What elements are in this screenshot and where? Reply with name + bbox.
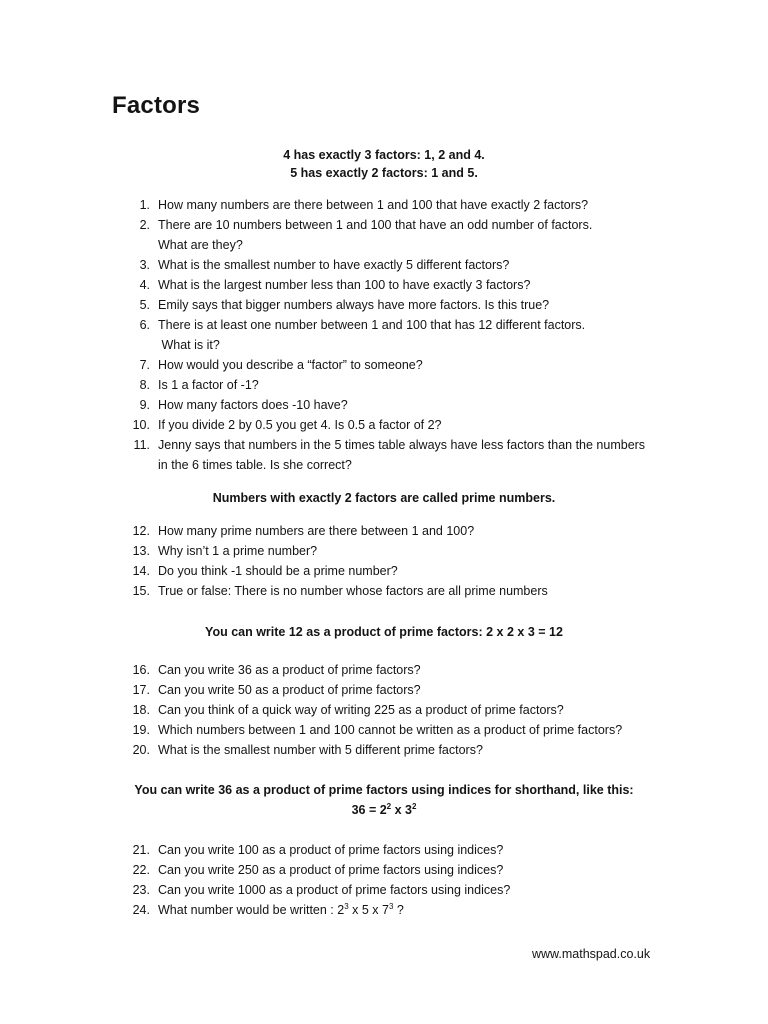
equation-base-2: 36 = 2 bbox=[351, 803, 387, 817]
question-item bbox=[0, 581, 768, 601]
q24-exponent-2: 3 bbox=[388, 901, 394, 911]
question-number: 8. bbox=[139, 378, 150, 392]
question-number: 2. bbox=[139, 218, 150, 232]
footer-website: www.mathspad.co.uk bbox=[532, 947, 651, 961]
question-text: What is the smallest number to have exactly 5 different factors? bbox=[158, 258, 510, 272]
question-number: 6. bbox=[139, 318, 150, 332]
question-number: 5. bbox=[139, 298, 150, 312]
question-number: 4. bbox=[139, 278, 150, 292]
question-text: Can you write 100 as a product of prime factors using indices? bbox=[158, 843, 504, 857]
question-text: True or false: There is no number whose factors are all prime numbers bbox=[158, 584, 548, 598]
question-text: If you divide 2 by 0.5 you get 4. Is 0.5 a factor of 2? bbox=[158, 418, 442, 432]
question-number: 20. bbox=[132, 743, 150, 757]
intro-line-2: 5 has exactly 2 factors: 1 and 5. bbox=[290, 166, 478, 180]
q24-exponent-1: 3 bbox=[344, 901, 349, 911]
question-number: 11. bbox=[133, 438, 150, 452]
question-number: 17. bbox=[132, 683, 150, 697]
question-text: Jenny says that numbers in the 5 times table always have less factors than the numbers bbox=[158, 438, 646, 452]
question-number: 18. bbox=[132, 703, 150, 717]
question-text: Do you think -1 should be a prime number? bbox=[158, 564, 398, 578]
question-number: 1. bbox=[139, 198, 150, 212]
question-item bbox=[0, 840, 768, 860]
section-heading-prime: Numbers with exactly 2 factors are called prime numbers. bbox=[212, 491, 556, 505]
q24-suffix: ? bbox=[393, 903, 404, 917]
question-list-1 bbox=[0, 195, 768, 475]
question-item bbox=[0, 375, 768, 395]
question-number: 3. bbox=[139, 258, 150, 272]
question-text: What is the smallest number with 5 different prime factors? bbox=[158, 743, 483, 757]
question-number: 12. bbox=[132, 524, 150, 538]
question-text: There is at least one number between 1 and 100 that has 12 different factors. bbox=[158, 318, 586, 332]
question-text: What is the largest number less than 100 to have exactly 3 factors? bbox=[158, 278, 531, 292]
question-text: Can you think of a quick way of writing 225 as a product of prime factors? bbox=[158, 703, 564, 717]
question-number: 9. bbox=[139, 398, 150, 412]
question-item bbox=[0, 295, 768, 315]
question-text: Can you write 36 as a product of prime factors? bbox=[158, 663, 421, 677]
question-number: 15. bbox=[132, 584, 150, 598]
question-text: Which numbers between 1 and 100 cannot be written as a product of prime factors? bbox=[158, 723, 623, 737]
question-text: Why isn’t 1 a prime number? bbox=[158, 544, 318, 558]
equation-exponent-1: 2 bbox=[386, 801, 392, 811]
question-item bbox=[0, 660, 768, 680]
question-item bbox=[0, 355, 768, 375]
question-item bbox=[0, 255, 768, 275]
question-number: 21. bbox=[132, 843, 150, 857]
section-heading-indices: You can write 36 as a product of prime factors using indices for shorthand, like this: bbox=[134, 783, 634, 797]
question-list-3 bbox=[0, 660, 768, 760]
question-text: How many prime numbers are there between 1 and 100? bbox=[158, 524, 475, 538]
question-text: How would you describe a “factor” to someone? bbox=[158, 358, 423, 372]
question-item bbox=[0, 880, 768, 900]
question-number: 16. bbox=[132, 663, 150, 677]
question-text: Is 1 a factor of -1? bbox=[158, 378, 259, 392]
question-list-2 bbox=[0, 521, 768, 601]
q24-prefix: What number would be written : 2 bbox=[158, 903, 345, 917]
question-text: Can you write 50 as a product of prime factors? bbox=[158, 683, 421, 697]
question-item bbox=[0, 860, 768, 880]
equation-exponent-2: 2 bbox=[411, 801, 417, 811]
question-item bbox=[0, 700, 768, 720]
question-item bbox=[0, 680, 768, 700]
question-text: How many factors does -10 have? bbox=[158, 398, 348, 412]
section-heading-product: You can write 12 as a product of prime factors: 2 x 2 x 3 = 12 bbox=[205, 625, 563, 639]
question-text: Can you write 1000 as a product of prime factors using indices? bbox=[158, 883, 511, 897]
question-number: 23. bbox=[132, 883, 150, 897]
question-item bbox=[0, 215, 768, 255]
question-text-continued: What is it? bbox=[158, 338, 220, 352]
equation-base-3: x 3 bbox=[391, 803, 412, 817]
question-text-continued: in the 6 times table. Is she correct? bbox=[158, 458, 352, 472]
question-number: 19. bbox=[132, 723, 150, 737]
question-item bbox=[0, 720, 768, 740]
question-item bbox=[0, 315, 768, 355]
question-item bbox=[0, 195, 768, 215]
question-number: 22. bbox=[132, 863, 150, 877]
question-item bbox=[0, 521, 768, 541]
question-number: 24. bbox=[132, 903, 150, 917]
page-title: Factors bbox=[112, 92, 201, 119]
indices-equation bbox=[0, 800, 768, 820]
question-number: 7. bbox=[139, 358, 150, 372]
question-item bbox=[0, 275, 768, 295]
question-item bbox=[0, 435, 768, 475]
question-text: Emily says that bigger numbers always have more factors. Is this true? bbox=[158, 298, 550, 312]
question-item bbox=[0, 900, 768, 920]
question-text: How many numbers are there between 1 and 100 that have exactly 2 factors? bbox=[158, 198, 589, 212]
question-number: 13. bbox=[132, 544, 150, 558]
question-item bbox=[0, 415, 768, 435]
question-text-continued: What are they? bbox=[158, 238, 243, 252]
question-text: Can you write 250 as a product of prime factors using indices? bbox=[158, 863, 504, 877]
intro-line-1: 4 has exactly 3 factors: 1, 2 and 4. bbox=[283, 148, 485, 162]
q24-middle: x 5 x 7 bbox=[348, 903, 389, 917]
question-number: 10. bbox=[132, 418, 150, 432]
question-item bbox=[0, 395, 768, 415]
question-number: 14. bbox=[132, 564, 150, 578]
question-item bbox=[0, 740, 768, 760]
question-text: There are 10 numbers between 1 and 100 that have an odd number of factors. bbox=[158, 218, 593, 232]
question-item bbox=[0, 541, 768, 561]
question-text bbox=[158, 900, 678, 920]
question-item bbox=[0, 561, 768, 581]
question-list-4 bbox=[0, 840, 768, 920]
